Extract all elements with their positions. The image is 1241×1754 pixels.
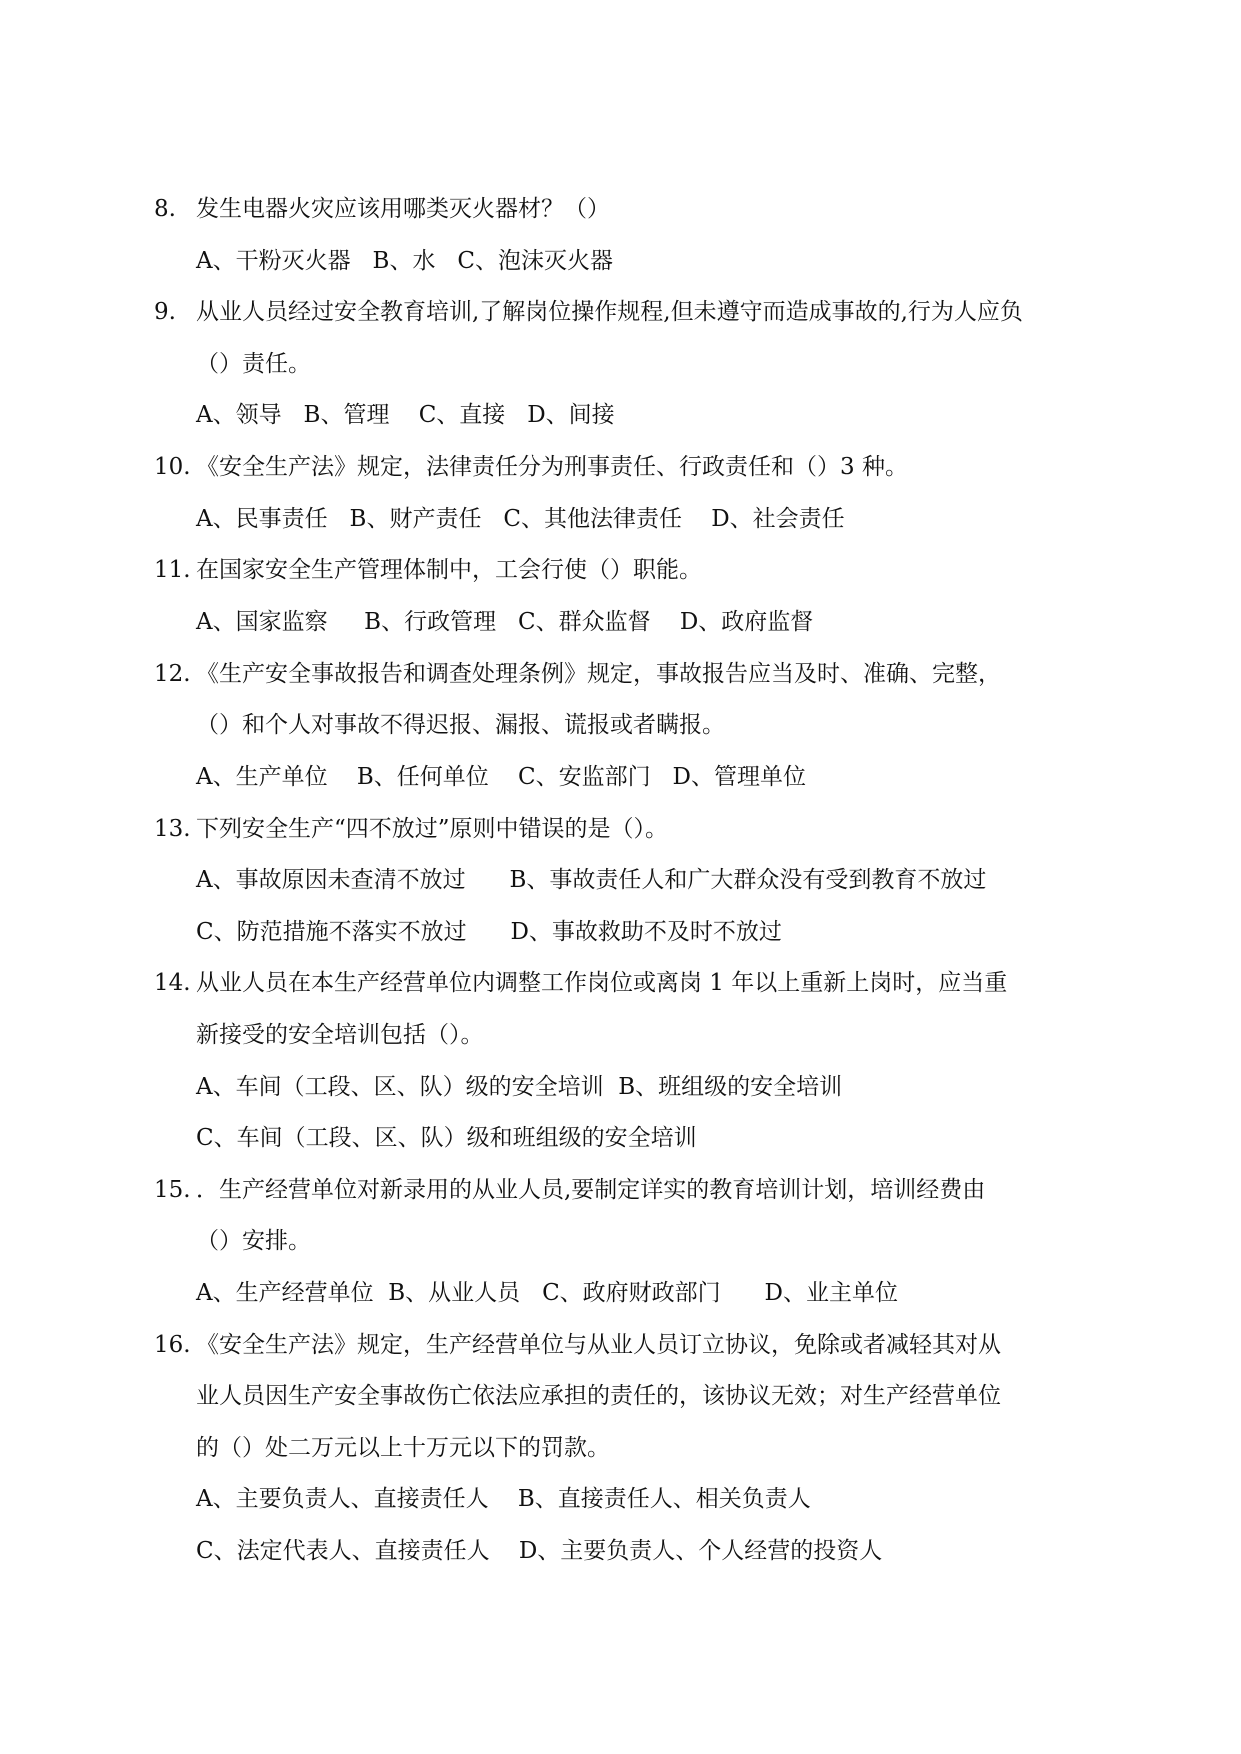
question-options: A、领导 B、管理 C、直接 D、间接 xyxy=(196,402,615,428)
question-options: A、生产经营单位 B、从业人员 C、政府财政部门 D、业主单位 xyxy=(196,1280,898,1306)
question-stem: 从业人员在本生产经营单位内调整工作岗位或离岗 1 年以上重新上岗时，应当重 xyxy=(196,970,1008,996)
question-stem: 在国家安全生产管理体制中，工会行使（）职能。 xyxy=(196,557,702,583)
question-number: 14. xyxy=(154,970,191,996)
question-stem: 从业人员经过安全教育培训,了解岗位操作规程,但未遵守而造成事故的,行为人应负 xyxy=(196,299,1023,325)
question-number: 11. xyxy=(154,557,191,583)
question-stem-continued: （）和个人对事故不得迟报、漏报、谎报或者瞒报。 xyxy=(196,712,725,738)
question-options: A、主要负责人、直接责任人 B、直接责任人、相关负责人 xyxy=(196,1486,811,1512)
question-options: A、生产单位 B、任何单位 C、安监部门 D、管理单位 xyxy=(196,764,806,790)
question-number: 15. xyxy=(154,1177,191,1203)
question-stem: 发生电器火灾应该用哪类灭火器材？（） xyxy=(196,196,610,222)
question-stem-continued: 新接受的安全培训包括（）。 xyxy=(196,1022,484,1048)
question-options: C、法定代表人、直接责任人 D、主要负责人、个人经营的投资人 xyxy=(196,1538,883,1564)
question-stem-continued: 业人员因生产安全事故伤亡依法应承担的责任的，该协议无效；对生产经营单位 xyxy=(196,1383,1001,1409)
question-number: 12. xyxy=(154,661,191,687)
question-options: A、车间（工段、区、队）级的安全培训 B、班组级的安全培训 xyxy=(196,1074,843,1100)
question-stem: 下列安全生产“四不放过”原则中错误的是（）。 xyxy=(196,816,669,842)
question-options: A、干粉灭火器 B、水 C、泡沫灭火器 xyxy=(196,248,613,274)
question-stem-continued: （）责任。 xyxy=(196,351,311,377)
question-options: C、防范措施不落实不放过 D、事故救助不及时不放过 xyxy=(196,919,782,945)
question-number: 9. xyxy=(154,299,176,325)
question-stem: 《生产安全事故报告和调查处理条例》规定，事故报告应当及时、准确、完整， xyxy=(196,661,1001,687)
question-number: 10. xyxy=(154,454,191,480)
question-options: C、车间（工段、区、队）级和班组级的安全培训 xyxy=(196,1125,697,1151)
question-number: 8. xyxy=(154,196,176,222)
question-options: A、事故原因未查清不放过 B、事故责任人和广大群众没有受到教育不放过 xyxy=(196,867,987,893)
question-options: A、国家监察 B、行政管理 C、群众监督 D、政府监督 xyxy=(196,609,814,635)
question-stem-continued: 的（）处二万元以上十万元以下的罚款。 xyxy=(196,1435,610,1461)
question-number: 13. xyxy=(154,816,191,842)
question-options: A、民事责任 B、财产责任 C、其他法律责任 D、社会责任 xyxy=(196,506,845,532)
question-stem: ．生产经营单位对新录用的从业人员,要制定详实的教育培训计划，培训经费由 xyxy=(196,1177,986,1203)
question-stem-continued: （）安排。 xyxy=(196,1228,311,1254)
question-stem: 《安全生产法》规定，法律责任分为刑事责任、行政责任和（）3 种。 xyxy=(196,454,908,480)
question-stem: 《安全生产法》规定，生产经营单位与从业人员订立协议，免除或者减轻其对从 xyxy=(196,1332,1001,1358)
question-number: 16. xyxy=(154,1332,191,1358)
